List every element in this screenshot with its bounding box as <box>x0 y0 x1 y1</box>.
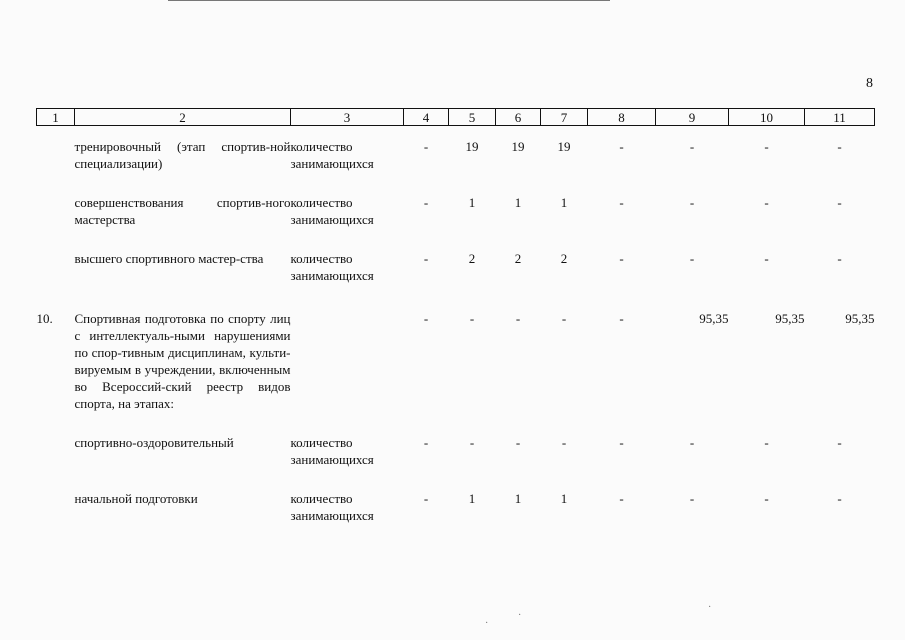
cell-value: - <box>423 491 429 506</box>
cell-value: - <box>619 435 624 450</box>
header-cell: 6 <box>496 109 541 126</box>
cell-value: - <box>619 195 624 210</box>
table-row <box>37 126 875 183</box>
cell-value: - <box>561 311 567 326</box>
table-row <box>37 182 875 238</box>
cell-value: - <box>689 491 695 506</box>
cell-value: - <box>423 311 429 326</box>
row-number <box>37 238 75 294</box>
row-number: 10. <box>36 311 53 326</box>
row-unit: количество занимающихся <box>290 139 374 171</box>
cell-value: 1 <box>560 195 568 210</box>
cell-value: 95,35 <box>699 311 729 326</box>
row-name: спортивно-оздоровительный <box>74 435 234 450</box>
cell-value: - <box>515 435 521 450</box>
cell-value: 1 <box>560 491 568 506</box>
header-cell: 8 <box>588 109 656 126</box>
row-number <box>37 478 75 534</box>
table-row <box>37 422 875 478</box>
header-cell: 1 <box>37 109 75 126</box>
cell-value: - <box>837 251 842 266</box>
scan-speck: · <box>485 618 489 629</box>
cell-value: - <box>469 311 475 326</box>
cell-value: - <box>837 435 842 450</box>
cell-value: - <box>619 491 624 506</box>
row-unit: количество занимающихся <box>290 251 374 283</box>
table-row <box>37 294 875 422</box>
row-name: высшего спортивного мастер-ства <box>74 251 264 266</box>
cell-value: - <box>764 139 769 154</box>
cell-value: - <box>423 139 429 154</box>
document-table <box>36 108 875 534</box>
table-row <box>37 238 875 294</box>
cell-value: 95,35 <box>775 311 805 326</box>
row-unit: количество занимающихся <box>290 491 374 523</box>
scan-speck: · <box>518 610 522 621</box>
cell-value: 2 <box>560 251 568 266</box>
cell-value: 2 <box>514 251 522 266</box>
cell-value: - <box>423 251 429 266</box>
cell-value: - <box>423 195 429 210</box>
row-number <box>37 126 75 183</box>
cell-value: 2 <box>468 251 476 266</box>
cell-value: - <box>837 139 842 154</box>
cell-value: - <box>689 195 695 210</box>
cell-value: - <box>689 435 695 450</box>
cell-value: - <box>515 311 521 326</box>
row-number <box>37 182 75 238</box>
cell-value: - <box>764 251 769 266</box>
header-cell: 2 <box>75 109 291 126</box>
top-rule <box>168 0 610 1</box>
header-cell: 9 <box>656 109 729 126</box>
table-header-row <box>37 109 875 126</box>
cell-value: 19 <box>557 139 571 154</box>
cell-value: 95,35 <box>845 311 875 326</box>
cell-value: 1 <box>468 195 476 210</box>
cell-value: - <box>619 311 624 326</box>
header-cell: 5 <box>449 109 496 126</box>
cell-value: - <box>689 139 695 154</box>
cell-value: 19 <box>511 139 525 154</box>
cell-value: - <box>764 435 769 450</box>
header-cell: 10 <box>729 109 805 126</box>
cell-value: - <box>764 195 769 210</box>
row-unit <box>291 294 404 422</box>
row-name: начальной подготовки <box>74 491 198 506</box>
cell-value: - <box>561 435 567 450</box>
cell-value: 1 <box>514 491 522 506</box>
cell-value: - <box>619 251 624 266</box>
header-cell: 7 <box>541 109 588 126</box>
header-cell: 3 <box>291 109 404 126</box>
row-name: Спортивная подготовка по спорту лиц с интеллектуаль-ными нарушениями по спор-тивным дисциплинам, культи-вируемым в учреждении, включенным во Всероссий-ский реестр видов спорта, на этапах: <box>74 311 291 411</box>
page-number: 8 <box>866 76 873 91</box>
cell-value: - <box>619 139 624 154</box>
header-cell: 11 <box>805 109 875 126</box>
scan-speck: · <box>708 602 712 613</box>
row-name: тренировочный (этап спортив-ной специализации) <box>74 139 291 171</box>
cell-value: - <box>837 195 842 210</box>
table-row <box>37 478 875 534</box>
cell-value: 1 <box>514 195 522 210</box>
header-cell: 4 <box>404 109 449 126</box>
cell-value: 19 <box>465 139 479 154</box>
cell-value: - <box>469 435 475 450</box>
cell-value: - <box>423 435 429 450</box>
row-unit: количество занимающихся <box>290 435 374 467</box>
row-number <box>37 422 75 478</box>
cell-value: - <box>764 491 769 506</box>
cell-value: 1 <box>468 491 476 506</box>
cell-value: - <box>837 491 842 506</box>
row-name: совершенствования спортив-ного мастерства <box>74 195 291 227</box>
row-unit: количество занимающихся <box>290 195 374 227</box>
cell-value: - <box>689 251 695 266</box>
